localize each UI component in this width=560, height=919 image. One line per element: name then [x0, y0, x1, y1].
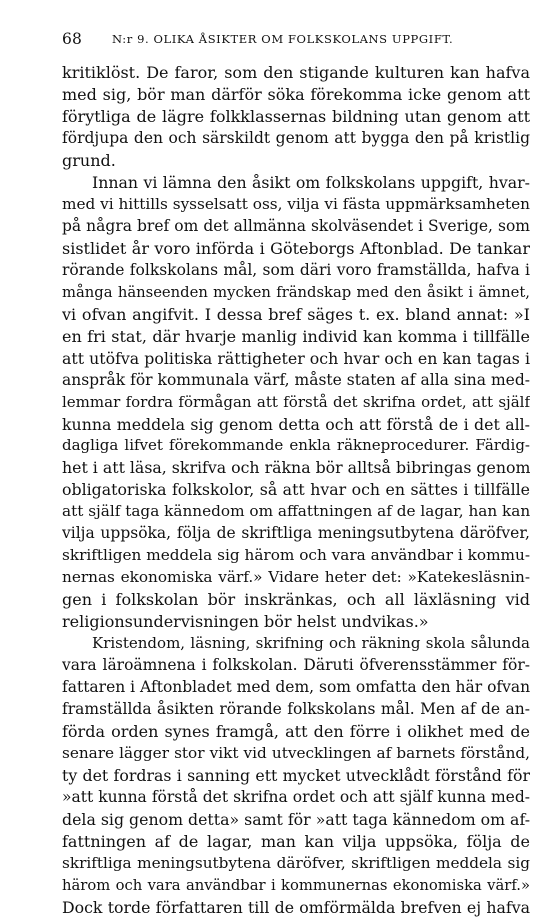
page-number: 68 [62, 30, 83, 48]
text-line: en fri stat, där hvarje manlig individ kan komma i tillfälle [62, 326, 530, 346]
text-line: Dock torde författaren till de omförmälda brefven ej hafva [62, 897, 530, 917]
text-line: sistlidet år voro införda i Göteborgs Aftonblad. De tankar [62, 238, 530, 258]
text-line: kunna meddela sig genom detta och att förstå de i det all- [62, 414, 530, 434]
text-line: härom och vara användbar i kommunernas ekonomiska värf.» [62, 876, 530, 894]
text-line: att utöfva politiska rättigheter och hvar och en kan tagas i [62, 348, 530, 368]
text-line: vara läroämnena i folkskolan. Däruti öfverensstämmer för- [62, 656, 530, 675]
text-line: kritiklöst. De faror, som den stigande kulturen kan hafva [62, 63, 530, 82]
text-line: på några bref om det allmänna skolväsendet i Sverige, som [62, 216, 530, 235]
text-line: med sig, bör man därför söka förekomma icke genom att [62, 84, 530, 104]
text-line: ty det fordras i sanning ett mycket utvecklådt förstånd för [62, 766, 530, 785]
text-line: fattningen af de lagar, man kan vilja uppsöka, följa de [62, 831, 530, 851]
text-line: gen i folkskolan bör inskränkas, och all läxläsning vid [62, 590, 530, 610]
text-line: skriftligen meddela sig härom och vara användbar i kommu- [62, 546, 530, 565]
text-line: grund. [62, 150, 116, 170]
text-line: vi ofvan angifvit. I dessa bref säges t. ex. bland annat: »I [62, 304, 530, 324]
text-line: dagliga lifvet förekommande enkla räkneprocedurer. Färdig- [62, 436, 530, 455]
text-line: Innan vi lämna den åsikt om folkskolans uppgift, hvar- [92, 172, 530, 192]
text-line: religionsundervisningen bör helst undvikas.» [62, 612, 429, 632]
text-line: »att kunna förstå det skrifna ordet och att själf kunna med- [62, 787, 530, 806]
running-title: N:r 9. OLIKA ÅSIKTER OM FOLKSKOLANS UPPGIFT. [112, 32, 454, 46]
text-line: fattaren i Aftonbladet med dem, som omfatta den här ofvan [62, 678, 530, 697]
text-line: med vi hittills sysselsatt oss, vilja vi fästa uppmärksamheten [62, 194, 530, 213]
text-line: fördjupa den och särskildt genom att bygga den på kristlig [62, 128, 530, 147]
text-line: het i att läsa, skrifva och räkna bör alltså bibringas genom [62, 458, 530, 478]
text-line: lemmar fordra förmågan att förstå det skrifna ordet, att själf [62, 392, 530, 411]
text-line: rörande folkskolans mål, som däri voro framställda, hafva i [62, 260, 530, 279]
body-text [62, 62, 530, 919]
text-line: anspråk för kommunala värf, måste staten af alla sina med- [62, 370, 530, 389]
text-line: förytliga de lägre folkklassernas bildning utan genom att [62, 106, 530, 126]
text-line: nernas ekonomiska värf.» Vidare heter det: »Katekesläsnin- [62, 568, 530, 587]
text-line: obligatoriska folkskolor, så att hvar och en sättes i tillfälle [62, 480, 530, 500]
text-line: dela sig genom detta» samt för »att taga kännedom om af- [62, 809, 530, 829]
text-line: framställda åsikten rörande folkskolans mål. Men af de an- [62, 700, 530, 719]
text-line: att själf taga kännedom om affattningen af de lagar, han kan [62, 502, 530, 521]
text-line: vilja uppsöka, följa de skriftliga meningsutbytena däröfver, [62, 524, 530, 543]
text-line: skriftliga meningsutbytena däröfver, skriftligen meddela sig [62, 853, 530, 872]
text-line: förda orden synes framgå, att den förre i olikhet med de [62, 722, 530, 742]
text-line: senare lägger stor vikt vid utvecklingen af barnets förstånd, [62, 744, 530, 763]
page-header [62, 30, 530, 52]
text-line: många hänseenden mycken frändskap med den åsikt i ämnet, [62, 283, 530, 301]
text-line: Kristendom, läsning, skrifning och räkning skola sålunda [92, 634, 530, 653]
